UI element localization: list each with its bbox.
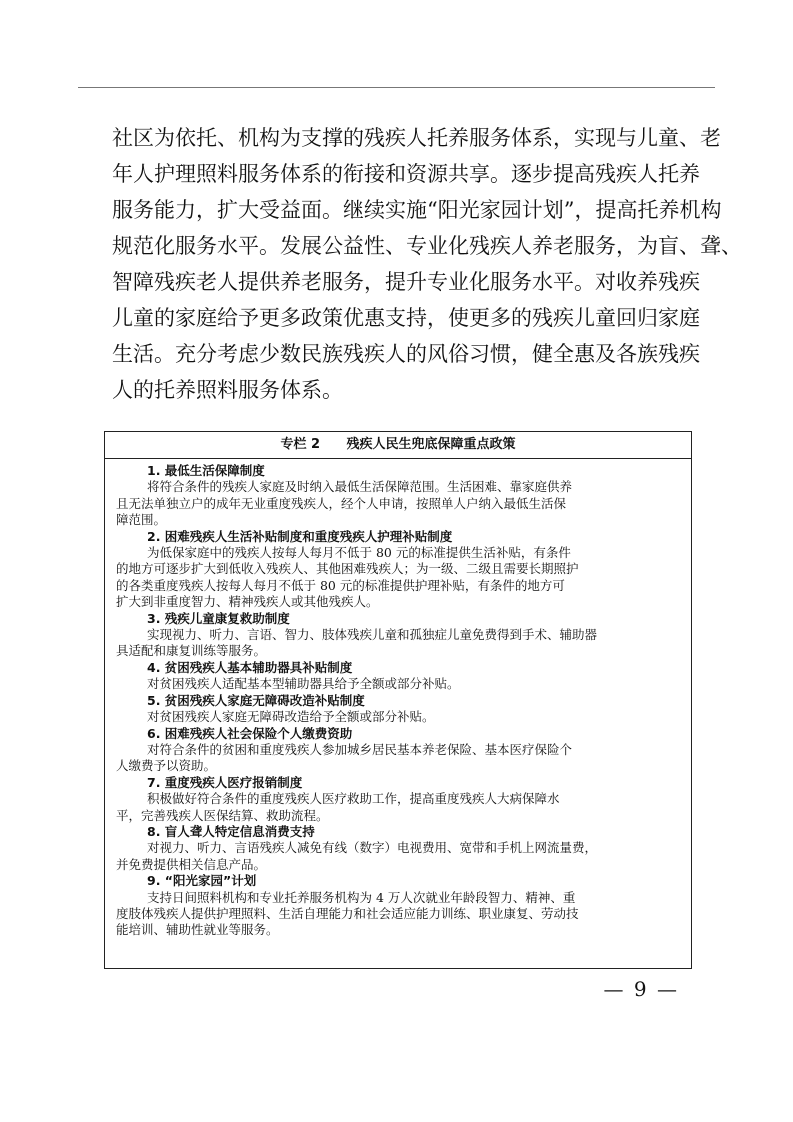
policy-item-heading: 3. 残疾儿童康复救助制度 bbox=[147, 610, 290, 626]
policy-item-line: 对贫困残疾人家庭无障碍改造给予全额或部分补贴。 bbox=[147, 709, 435, 725]
policy-item-heading: 4. 贫困残疾人基本辅助器具补贴制度 bbox=[147, 659, 353, 675]
policy-item-line: 对符合条件的贫困和重度残疾人参加城乡居民基本养老保险、基本医疗保险个 bbox=[147, 741, 573, 757]
body-line: 年人护理照料服务体系的衔接和资源共享。逐步提高残疾人托养 bbox=[112, 162, 700, 186]
body-line: 规范化服务水平。发展公益性、专业化残疾人养老服务，为盲、聋、 bbox=[112, 234, 742, 258]
policy-item-text bbox=[116, 791, 685, 824]
policy-item-text bbox=[116, 676, 685, 692]
policy-item-text bbox=[116, 479, 685, 528]
body-line: 服务能力，扩大受益面。继续实施“阳光家园计划”，提高托养机构 bbox=[112, 198, 722, 222]
policy-item-line: 障范围。 bbox=[116, 512, 167, 528]
page-number: — 9 — bbox=[603, 977, 679, 1001]
policy-item bbox=[116, 660, 685, 693]
policy-box bbox=[104, 431, 692, 969]
policy-item-line: 将符合条件的残疾人家庭及时纳入最低生活保障范围。生活困难、靠家庭供养 bbox=[147, 479, 573, 495]
policy-item-heading: 2. 困难残疾人生活补贴制度和重度残疾人护理补贴制度 bbox=[147, 528, 453, 544]
policy-item bbox=[116, 775, 685, 824]
body-line: 智障残疾老人提供养老服务，提升专业化服务水平。对收养残疾 bbox=[112, 270, 700, 294]
policy-item-text bbox=[116, 840, 685, 873]
policy-item-line: 对贫困残疾人适配基本型辅助器具给予全额或部分补贴。 bbox=[147, 676, 460, 692]
policy-item-line: 度肢体残疾人提供护理照料、生活自理能力和社会适应能力训练、职业康复、劳动技 bbox=[116, 905, 579, 921]
policy-item-line: 的地方可逐步扩大到低收入残疾人、其他困难残疾人；为一级、二级且需要长期照护 bbox=[116, 561, 579, 577]
policy-item-heading: 7. 重度残疾人医疗报销制度 bbox=[147, 774, 303, 790]
policy-item-line: 为低保家庭中的残疾人按每人每月不低于 80 元的标准提供生活补贴，有条件 bbox=[147, 545, 571, 561]
policy-items bbox=[105, 459, 691, 939]
policy-item-line: 扩大到非重度智力、精神残疾人或其他残疾人。 bbox=[116, 594, 379, 610]
policy-item-line: 的各类重度残疾人按每人每月不低于 80 元的标准提供护理补贴，有条件的地方可 bbox=[116, 577, 565, 593]
policy-item-text bbox=[116, 742, 685, 775]
policy-item-line: 能培训、辅助性就业等服务。 bbox=[116, 922, 279, 938]
body-line: 生活。充分考虑少数民族残疾人的风俗习惯，健全惠及各族残疾 bbox=[112, 342, 700, 366]
policy-item bbox=[116, 611, 685, 660]
policy-item-line: 积极做好符合条件的重度残疾人医疗救助工作，提高重度残疾人大病保障水 bbox=[147, 791, 560, 807]
policy-item-heading: 1. 最低生活保障制度 bbox=[147, 463, 265, 478]
policy-item bbox=[116, 529, 685, 611]
policy-item-line: 具适配和康复训练等服务。 bbox=[116, 643, 267, 659]
policy-item-heading: 5. 贫困残疾人家庭无障碍改造补贴制度 bbox=[147, 692, 365, 708]
body-line: 人的托养照料服务体系。 bbox=[112, 378, 343, 402]
policy-item bbox=[116, 824, 685, 873]
body-line: 社区为依托、机构为支撑的残疾人托养服务体系，实现与儿童、老 bbox=[112, 126, 721, 150]
policy-item-heading: 9. “阳光家园”计划 bbox=[147, 873, 257, 889]
policy-item-line: 平，完善残疾人医保结算、救助流程。 bbox=[116, 807, 329, 823]
body-line: 儿童的家庭给予更多政策优惠支持，使更多的残疾儿童回归家庭 bbox=[112, 306, 700, 330]
policy-item-line: 对视力、听力、言语残疾人减免有线（数字）电视费用、宽带和手机上网流量费， bbox=[147, 840, 598, 856]
policy-item-text bbox=[116, 627, 685, 660]
policy-item-heading: 6. 困难残疾人社会保险个人缴费资助 bbox=[147, 725, 353, 741]
box-label: 专栏 2 bbox=[280, 437, 321, 452]
policy-item-heading: 8. 盲人聋人特定信息消费支持 bbox=[147, 823, 315, 839]
box-title-bar bbox=[105, 432, 691, 459]
policy-item bbox=[116, 693, 685, 726]
policy-item-line: 并免费提供相关信息产品。 bbox=[116, 856, 267, 872]
policy-item bbox=[116, 463, 685, 529]
policy-item bbox=[116, 873, 685, 939]
body-paragraph bbox=[112, 120, 742, 408]
policy-item-line: 且无法单独立户的成年无业重度残疾人，经个人申请，按照单人户纳入最低生活保 bbox=[116, 495, 567, 511]
policy-item-line: 支持日间照料机构和专业托养服务机构为 4 万人次就业年龄段智力、精神、重 bbox=[147, 889, 576, 905]
header-rule bbox=[78, 87, 715, 88]
policy-item-text bbox=[116, 709, 685, 725]
policy-item-text bbox=[116, 545, 685, 611]
policy-item-line: 人缴费予以资助。 bbox=[116, 758, 217, 774]
policy-item bbox=[116, 726, 685, 775]
policy-item-line: 实现视力、听力、言语、智力、肢体残疾儿童和孤独症儿童免费得到手术、辅助器 bbox=[147, 627, 598, 643]
box-title: 残疾人民生兜底保障重点政策 bbox=[346, 437, 516, 452]
policy-item-text bbox=[116, 890, 685, 939]
